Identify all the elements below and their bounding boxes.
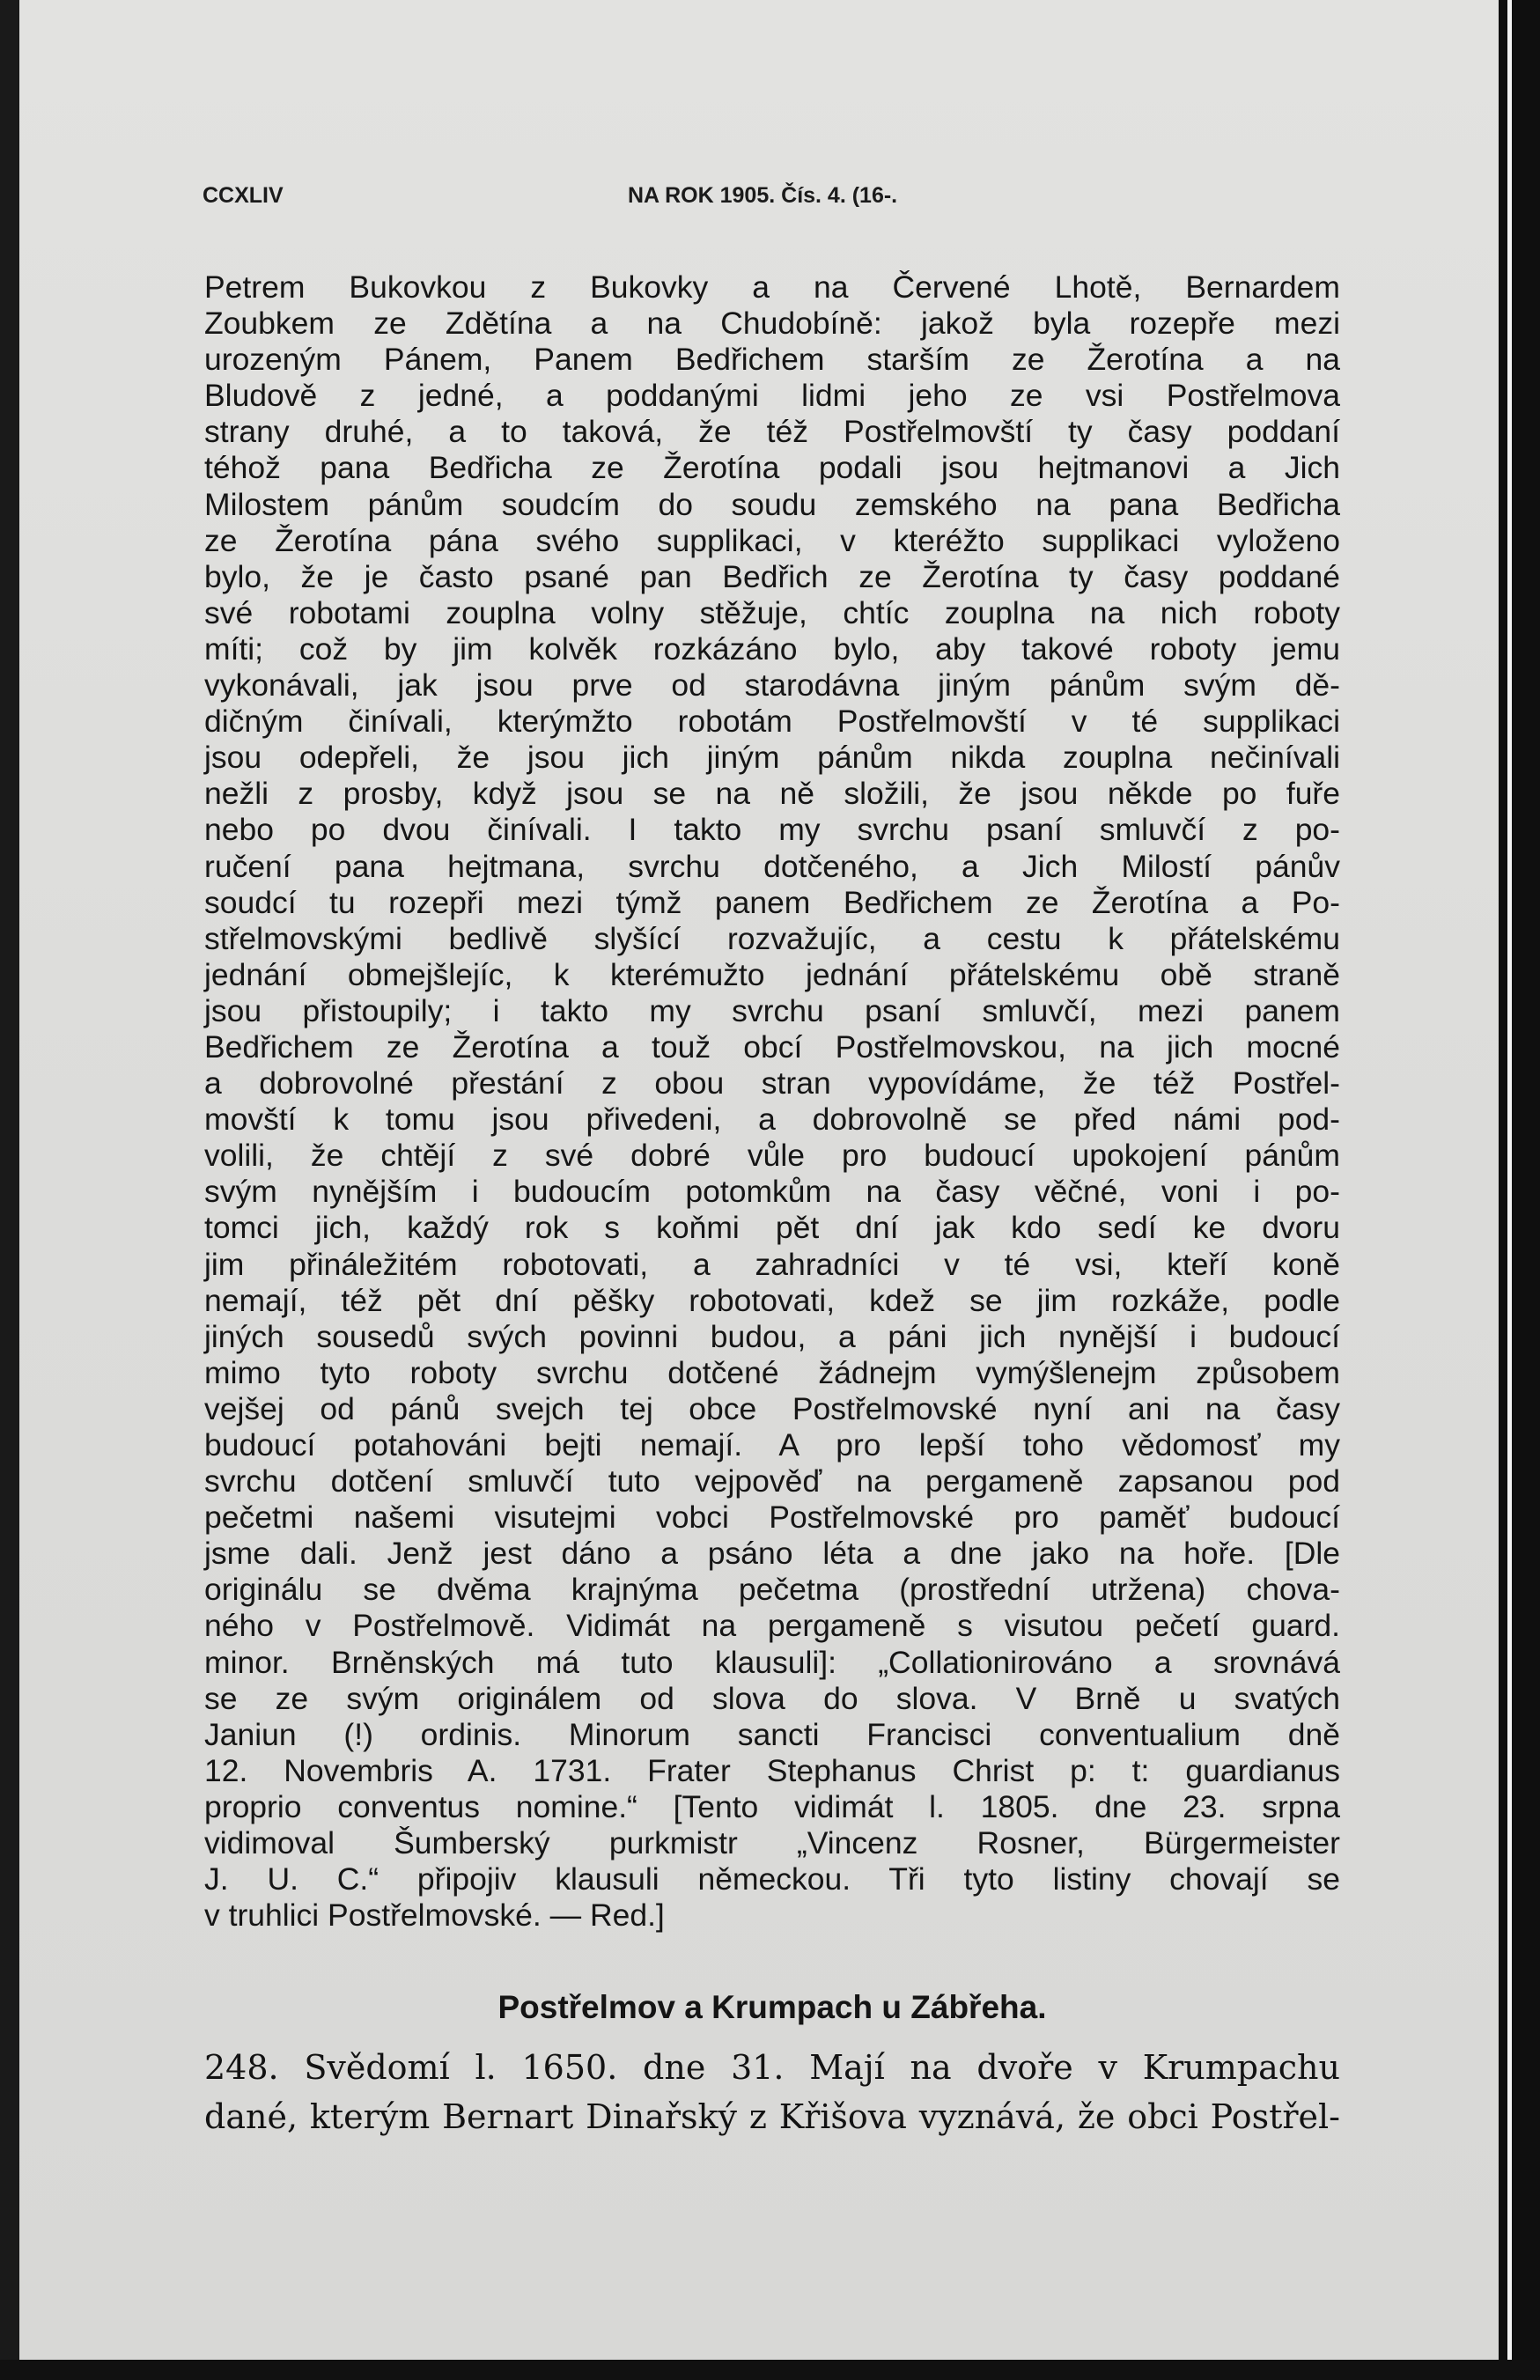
text-line: svrchu dotčení smluvčí tuto vejpověď na pergameně zapsanou pod: [204, 1463, 1340, 1499]
text-line: ného v Postřelmově. Vidimát na pergameně s visutou pečetí guard.: [204, 1608, 1340, 1644]
page-number-roman: CCXLIV: [203, 183, 284, 208]
text-line: J. U. C.“ připojiv klausuli německou. Tři tyto listiny chovají se: [204, 1861, 1340, 1897]
scanned-page: [19, 0, 1499, 2360]
text-line: ze Žerotína pána svého supplikaci, v kteréžto supplikaci vyloženo: [204, 522, 1340, 558]
text-line: jsou přistoupily; i takto my svrchu psaní smluvčí, mezi panem: [204, 992, 1340, 1028]
text-line: jsme dali. Jenž jest dáno a psáno léta a dne jako na hoře. [Dle: [204, 1536, 1340, 1572]
text-line: urozeným Pánem, Panem Bedřichem starším ze Žerotína a na: [204, 342, 1340, 378]
scan-edge-line: [1507, 0, 1512, 2380]
text-line: Bludově z jedné, a poddanými lidmi jeho ze vsi Postřelmova: [204, 378, 1340, 414]
text-line: movští k tomu jsou přivedeni, a dobrovolně se před námi pod-: [204, 1102, 1340, 1138]
text-line: ručení pana hejtmana, svrchu dotčeného, a Jich Milostí pánův: [204, 848, 1340, 884]
running-head: [203, 183, 1347, 215]
text-line: jim přináležitém robotovati, a zahradníci v té vsi, kteří koně: [204, 1246, 1340, 1282]
text-line: bylo, že je často psané pan Bedřich ze Žerotína ty časy poddané: [204, 558, 1340, 594]
running-title: NA ROK 1905. Čís. 4. (16-.: [628, 183, 898, 208]
text-line: 12. Novembris A. 1731. Frater Stephanus Christ p: t: guardianus: [204, 1752, 1340, 1788]
body-text: [204, 269, 1340, 1934]
text-line: téhož pana Bedřicha ze Žerotína podali jsou hejtmanovi a Jich: [204, 450, 1340, 486]
text-line: minor. Brněnských má tuto klausuli]: „Collationirováno a srovnává: [204, 1644, 1340, 1680]
text-line: originálu se dvěma krajnýma pečetma (prostřední utržena) chova-: [204, 1572, 1340, 1608]
text-line: míti; což by jim kolvěk rozkázáno bylo, aby takové roboty jemu: [204, 630, 1340, 667]
text-line: střelmovskými bedlivě slyšící rozvažujíc, a cestu k přátelskému: [204, 920, 1340, 956]
text-line: vidimoval Šumberský purkmistr „Vincenz Rosner, Bürgermeister: [204, 1825, 1340, 1861]
text-line: budoucí potahováni bejti nemají. A pro lepší toho vědomosť my: [204, 1427, 1340, 1463]
text-line: nemají, též pět dní pěšky robotovati, kdež se jim rozkáže, podle: [204, 1282, 1340, 1318]
text-line: Zoubkem ze Zdětína a na Chudobíně: jakož byla rozepře mezi: [204, 306, 1340, 342]
text-line: Janiun (!) ordinis. Minorum sancti Francisci conventualium dně: [204, 1716, 1340, 1752]
text-line: nebo po dvou činívali. I takto my svrchu psaní smluvčí z po-: [204, 812, 1340, 848]
text-line: v truhlici Postřelmovské. — Red.]: [204, 1897, 665, 1934]
text-line: jiných sousedů svých povinni budou, a páni jich nynější i budoucí: [204, 1318, 1340, 1354]
text-line: mimo tyto roboty svrchu dotčené žádnejm vymýšlenejm způsobem: [204, 1354, 1340, 1390]
text-line: Bedřichem ze Žerotína a touž obcí Postřelmovskou, na jich mocné: [204, 1028, 1340, 1065]
text-line: Milostem pánům soudcím do soudu zemského na pana Bedřicha: [204, 486, 1340, 522]
text-line: strany druhé, a to taková, že též Postřelmovští ty časy poddaní: [204, 414, 1340, 450]
text-line: svým nynějším i budoucím potomkům na časy věčné, voni i po-: [204, 1174, 1340, 1210]
text-line: své robotami zouplna volny stěžuje, chtíc zouplna na nich roboty: [204, 594, 1340, 630]
scan-bottom-border: [0, 2360, 1540, 2380]
text-line: tomci jich, každý rok s koňmi pět dní jak kdo sedí ke dvoru: [204, 1210, 1340, 1246]
text-line: proprio conventus nomine.“ [Tento vidimát l. 1805. dne 23. srpna: [204, 1788, 1340, 1824]
text-line: jsou odepřeli, že jsou jich jiným pánům nikda zouplna nečinívali: [204, 740, 1340, 776]
text-line: a dobrovolné přestání z obou stran vypovídáme, že též Postřel-: [204, 1065, 1340, 1102]
text-line: dičným činívali, kterýmžto robotám Postřelmovští v té supplikaci: [204, 704, 1340, 740]
text-line: jednání obmejšlejíc, k kterémužto jednání přátelskému obě straně: [204, 956, 1340, 992]
text-line: vykonávali, jak jsou prve od starodávna jiným pánům svým dě-: [204, 667, 1340, 704]
text-line: nežli z prosby, když jsou se na ně složili, že jsou někde po fuře: [204, 776, 1340, 812]
text-line: volili, že chtějí z své dobré vůle pro budoucí upokojení pánům: [204, 1138, 1340, 1174]
text-line: soudcí tu rozepři mezi týmž panem Bedřichem ze Žerotína a Po-: [204, 884, 1340, 920]
text-line: Petrem Bukovkou z Bukovky a na Červené Lhotě, Bernardem: [204, 269, 1340, 305]
text-line: dané, kterým Bernart Dinařský z Křišova vyznává, že obci Postřel-: [204, 2097, 1340, 2136]
fraktur-paragraph: [204, 2043, 1340, 2141]
text-line: se ze svým originálem od slova do slova. V Brně u svatých: [204, 1680, 1340, 1716]
text-line: pečetmi našemi visutejmi vobci Postřelmovské pro paměť budoucí: [204, 1499, 1340, 1536]
section-heading: Postřelmov a Krumpach u Zábřeha.: [497, 1989, 1047, 2025]
scan-right-border: [1499, 0, 1540, 2380]
text-line: 248. Svědomí l. 1650. dne 31. Mají na dvoře v Krumpachu: [204, 2048, 1340, 2087]
text-line: vejšej od pánů svejch tej obce Postřelmovské nyní ani na časy: [204, 1390, 1340, 1426]
